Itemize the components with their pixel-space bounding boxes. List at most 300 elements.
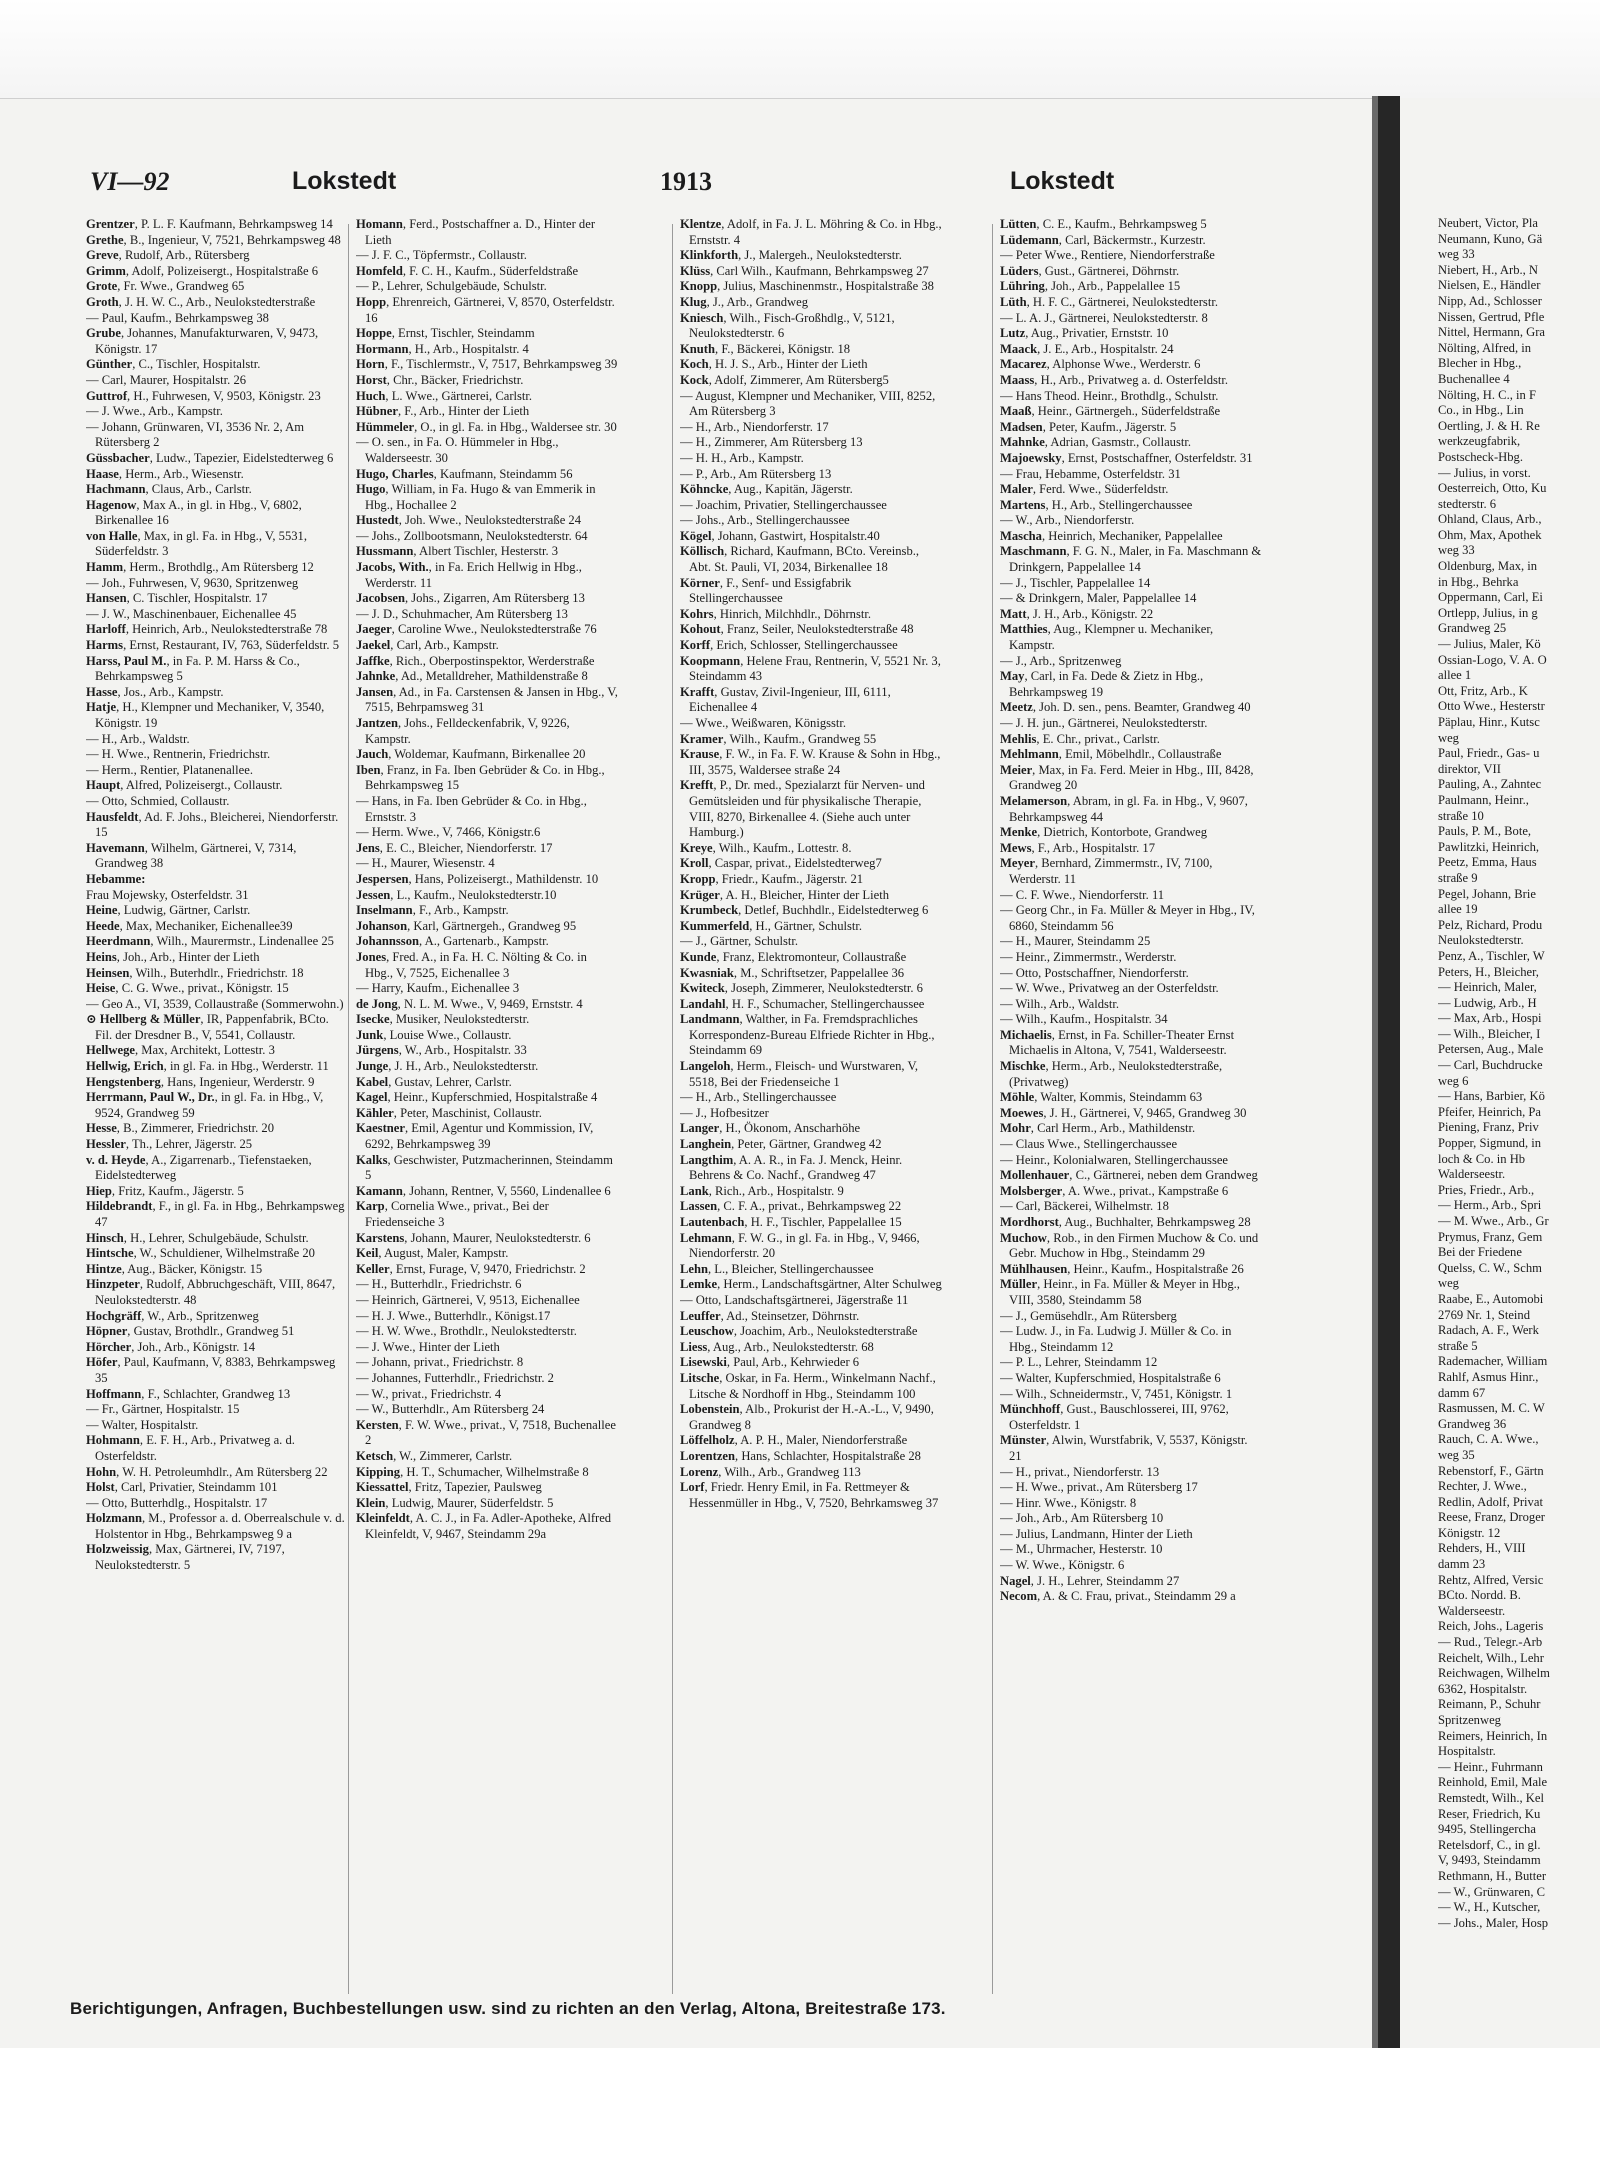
directory-entry: Isecke, Musiker, Neulokstedterstr.	[356, 1012, 530, 1027]
entry-name: Necom	[1000, 1589, 1038, 1604]
entry-name: Kniesch	[680, 310, 724, 325]
directory-entry: Jürgens, W., Arb., Hospitalstr. 33	[356, 1043, 527, 1058]
directory-entry	[356, 435, 618, 466]
directory-entry: Kamann, Johann, Rentner, V, 5560, Lindenallee 6	[356, 1183, 611, 1198]
entry-details: Oskar, in Fa. Herm., Winkelmann Nachf., Litsche & Nordhoff in Hbg., Steindamm 100	[689, 1370, 936, 1401]
directory-entry: Junk, Louise Wwe., Collaustr.	[356, 1027, 512, 1042]
entry-details: W., Arb., Hospitalstr. 33	[404, 1043, 527, 1058]
entry-name: Hoppe	[356, 326, 392, 341]
entry-details: — Walter, Kupferschmied, Hospitalstraße 6	[1000, 1370, 1221, 1385]
directory-entry	[1000, 1511, 1262, 1527]
entry-name: Maack	[1000, 341, 1038, 356]
adjacent-line: — Wilh., Bleicher, I	[1438, 1026, 1541, 1041]
directory-entry	[1000, 1137, 1262, 1153]
entry-details: Wilh., Kaufm., Lottestr. 8.	[718, 840, 852, 855]
directory-entry: Mischke, Herm., Arb., Neulokstedterstraße, (Privatweg)	[1000, 1059, 1223, 1089]
directory-entry: v. d. Heyde, A., Zigarrenarb., Tiefenstaeken, Eidelstedterweg	[86, 1152, 312, 1183]
entry-details: Louise Wwe., Collaustr.	[389, 1027, 512, 1042]
directory-entry	[86, 747, 348, 763]
directory-entry	[680, 451, 942, 467]
directory-entry: Keller, Ernst, Furage, V, 9470, Friedrichstr. 2	[356, 1261, 586, 1276]
directory-entry	[1000, 1309, 1262, 1325]
entry-details: Hans, Schlachter, Hospitalstraße 28	[741, 1448, 921, 1463]
entry-details: Heinr., Gärtnergeh., Süderfeldstraße	[1037, 404, 1221, 419]
entry-details: Geschwister, Putzmacherinnen, Steindamm 5	[365, 1152, 613, 1183]
entry-details: Johann, Gastwirt, Hospitalstr.40	[717, 528, 880, 543]
entry-details: — H. Wwe., Rentnerin, Friedrichstr.	[86, 747, 271, 762]
directory-entry	[356, 279, 618, 295]
directory-entry: Karp, Cornelia Wwe., privat., Bei der Friedenseiche 3	[356, 1199, 549, 1229]
directory-entry: Mehlis, E. Chr., privat., Carlstr.	[1000, 731, 1160, 746]
entry-details: Heinr., in Fa. Müller & Meyer in Hbg., VIII, 3580, Steindamm 58	[1009, 1277, 1240, 1307]
directory-entry: Grethe, B., Ingenieur, V, 7521, Behrkampsweg 48	[86, 232, 341, 247]
directory-entry	[356, 1371, 618, 1387]
directory-entry	[1000, 903, 1262, 934]
directory-entry: Jens, E. C., Bleicher, Niendorferstr. 17	[356, 840, 553, 855]
adjacent-line: V, 9493, Steindamm	[1438, 1853, 1541, 1868]
directory-entry: Jacobsen, Johs., Zigarren, Am Rütersberg 13	[356, 591, 585, 606]
directory-entry: Hohmann, E. F. H., Arb., Privatweg a. d. Osterfeldstr.	[86, 1433, 295, 1463]
entry-name: Jaffke	[356, 653, 390, 668]
directory-entry: Hausfeldt, Ad. F. Johs., Bleicherei, Niendorferstr. 15	[86, 809, 339, 840]
adjacent-line: Ott, Fritz, Arb., K	[1438, 683, 1528, 698]
entry-name: Hochgräff	[86, 1308, 142, 1323]
directory-entry: Hugo, Charles, Kaufmann, Steindamm 56	[356, 466, 573, 481]
directory-entry: Lorenz, Wilh., Arb., Grandweg 113	[680, 1464, 861, 1479]
directory-entry: Lüth, H. F. C., Gärtnerei, Neulokstedterstr.	[1000, 294, 1218, 309]
directory-entry: Harss, Paul M., in Fa. P. M. Harss & Co., Behrkampsweg 5	[86, 653, 300, 684]
adjacent-line: — Julius, in vorst.	[1438, 465, 1531, 480]
directory-entry: Löffelholz, A. P. H., Maler, Niendorferstraße	[680, 1433, 908, 1448]
directory-entry	[680, 1293, 942, 1309]
directory-entry: Kniesch, Wilh., Fisch-Großhdlg., V, 5121, Neulokstedterstr. 6	[680, 310, 895, 341]
directory-entry: Lassen, C. F. A., privat., Behrkampsweg 22	[680, 1199, 902, 1214]
entry-name: Heise	[86, 981, 116, 996]
entry-name: v. d. Heyde	[86, 1152, 146, 1167]
adjacent-line: Oertling, J. & H. Re	[1438, 418, 1540, 433]
adjacent-line: damm 23	[1438, 1557, 1486, 1572]
entry-details: Herm., Brothdlg., Am Rütersberg 12	[129, 560, 314, 575]
entry-details: Carl, Bäckermstr., Kurzestr.	[1065, 232, 1206, 247]
adjacent-line: Rehtz, Alfred, Versic	[1438, 1572, 1544, 1587]
entry-name: Grube	[86, 326, 121, 341]
entry-details: P., Dr. med., Spezialarzt für Nerven- und Gemütsleiden und für physikalische Therapie, VIII, 8270, Birkenallee 4. (Siehe auch unter Hamburg.)	[689, 778, 925, 840]
entry-details: Aug., Arb., Neulokstedterstr. 68	[712, 1339, 874, 1354]
entry-name: Kabel	[356, 1074, 389, 1089]
entry-details: IR, Pappenfabrik, BCto. Fil. der Dresdner B., V, 5541, Collaustr.	[95, 1012, 329, 1042]
year-heading: 1913	[660, 167, 712, 196]
directory-entry: Johannsson, A., Gartenarb., Kampstr.	[356, 934, 549, 949]
entry-details: in Fa. P. M. Harss & Co., Behrkampsweg 5	[95, 653, 300, 684]
directory-entry: Hopp, Ehrenreich, Gärtnerei, V, 8570, Osterfeldstr. 16	[356, 294, 615, 325]
directory-entry: Jones, Fred. A., in Fa. H. C. Nölting & Co. in Hbg., V, 7525, Eichenallee 3	[356, 949, 587, 980]
directory-entry	[1000, 389, 1262, 405]
directory-entry: Müller, Heinr., in Fa. Müller & Meyer in Hbg., VIII, 3580, Steindamm 58	[1000, 1277, 1240, 1307]
entry-name: Günther	[86, 357, 133, 372]
adjacent-line: Ohm, Max, Apothek	[1438, 527, 1542, 542]
entry-name: Krafft	[680, 684, 715, 699]
directory-entry	[86, 794, 348, 810]
entry-name: Jansen	[356, 684, 394, 699]
entry-details: — J., Gärtner, Schulstr.	[680, 934, 799, 949]
directory-entry: Litsche, Oskar, in Fa. Herm., Winkelmann Nachf., Litsche & Nordhoff in Hbg., Steindamm 100	[680, 1370, 936, 1401]
entry-name: Grethe	[86, 232, 124, 247]
entry-details: Friedr., Kaufm., Jägerstr. 21	[721, 871, 864, 886]
entry-details: — J., Gemüsehdlr., Am Rütersberg	[1000, 1308, 1177, 1323]
entry-details: Aug., Privatier, Ernststr. 10	[1030, 326, 1169, 341]
adjacent-line: Pries, Friedr., Arb.,	[1438, 1182, 1535, 1197]
entry-details: J. H., Gärtnerei, V, 9465, Grandweg 30	[1049, 1105, 1247, 1120]
entry-details: C., Gärtnerei, neben dem Grandweg	[1075, 1168, 1258, 1183]
entry-details: F. G. N., Maler, in Fa. Maschmann & Drinkgern, Pappelallee 14	[1009, 544, 1262, 575]
entry-name: Heede	[86, 918, 120, 933]
directory-entry: Kwiteck, Joseph, Zimmerer, Neulokstedterstr. 6	[680, 981, 923, 996]
entry-name: Heine	[86, 903, 118, 918]
entry-details: — Otto, Schmied, Collaustr.	[86, 793, 230, 808]
adjacent-line: 2769 Nr. 1, Steind	[1438, 1307, 1531, 1322]
entry-details: Heinrich, Arb., Neulokstedterstraße 78	[132, 622, 328, 637]
directory-entry: Lüders, Gust., Gärtnerei, Döhrnstr.	[1000, 263, 1180, 278]
entry-name: Mascha	[1000, 528, 1042, 543]
directory-entry	[356, 1387, 618, 1403]
entry-name: Holst	[86, 1480, 115, 1495]
entry-name: Litsche	[680, 1370, 720, 1385]
directory-entry	[1000, 716, 1262, 732]
entry-name: Meier	[1000, 762, 1033, 777]
directory-entry	[86, 997, 348, 1013]
entry-details: — Johs., Arb., Stellingerchaussee	[680, 513, 850, 528]
entry-name: Klinkforth	[680, 248, 739, 263]
adjacent-line: Rasmussen, M. C. W	[1438, 1401, 1545, 1416]
entry-details: Aug., Buchhalter, Behrkampsweg 28	[1064, 1215, 1251, 1229]
directory-entry	[1000, 1558, 1262, 1574]
entry-details: — Carl, Bäckerei, Wilhelmstr. 18	[1000, 1199, 1169, 1214]
directory-entry: Havemann, Wilhelm, Gärtnerei, V, 7314, Grandweg 38	[86, 840, 297, 871]
directory-entry: Hildebrandt, F., in gl. Fa. in Hbg., Behrkampsweg 47	[86, 1199, 345, 1229]
directory-entry: Kwasniak, M., Schriftsetzer, Pappelallee 36	[680, 965, 905, 980]
entry-details: H. F. C., Gärtnerei, Neulokstedterstr.	[1032, 294, 1218, 309]
directory-entry: Hesse, B., Zimmerer, Friedrichstr. 20	[86, 1121, 275, 1136]
adjacent-line: Reimann, P., Schuhr	[1438, 1697, 1541, 1712]
adjacent-line: Päplau, Hinr., Kutsc	[1438, 715, 1540, 729]
directory-entry: Mehlmann, Emil, Möbelhdlr., Collaustraße	[1000, 747, 1222, 762]
directory-entry: Knopp, Julius, Maschinenmstr., Hospitalstraße 38	[680, 279, 934, 294]
directory-entry: Haupt, Alfred, Polizeisergt., Collaustr.	[86, 778, 283, 793]
entry-details: Rudolf, Abbruchgeschäft, VIII, 8647, Neulokstedterstr. 48	[95, 1277, 336, 1307]
directory-entry: Hiep, Fritz, Kaufm., Jägerstr. 5	[86, 1183, 244, 1198]
entry-details: H. F., Schumacher, Stellingerchaussee	[731, 996, 925, 1011]
entry-name: Meetz	[1000, 700, 1033, 715]
directory-entry: Homann, Ferd., Postschaffner a. D., Hinter der Lieth	[356, 217, 596, 247]
entry-details: Joh., Arb., Pappelallee 15	[1051, 279, 1181, 294]
entry-details: W., Arb., Spritzenweg	[147, 1308, 259, 1323]
entry-name: Höpner	[86, 1324, 128, 1339]
adjacent-line: Pelz, Richard, Produ	[1438, 917, 1543, 932]
entry-name: Mischke	[1000, 1059, 1046, 1074]
adjacent-line: Oldenburg, Max, in	[1438, 559, 1538, 574]
directory-entry: Heinsen, Wilh., Buterhdlr., Friedrichstr. 18	[86, 965, 304, 980]
directory-entry: Maass, H., Arb., Privatweg a. d. Osterfeldstr.	[1000, 372, 1229, 387]
directory-entry: Langeloh, Herm., Fleisch- und Wurstwaren, V, 5518, Bei der Friedenseiche 1	[680, 1059, 919, 1089]
directory-entry: Hochgräff, W., Arb., Spritzenweg	[86, 1308, 259, 1323]
entry-details: — & Drinkgern, Maler, Pappelallee 14	[1000, 591, 1197, 606]
entry-name: Horn	[356, 357, 385, 372]
directory-entry: Muchow, Rob., in den Firmen Muchow & Co. und Gebr. Muchow in Hbg., Steindamm 29	[1000, 1230, 1259, 1261]
entry-details: Claus, Arb., Carlstr.	[151, 482, 252, 497]
directory-entry	[680, 420, 942, 436]
entry-details: Fritz, Tapezier, Paulsweg	[414, 1480, 542, 1495]
adjacent-line: Co., in Hbg., Lin	[1438, 403, 1524, 418]
entry-name: Huch	[356, 388, 386, 403]
adjacent-line: Blecher in Hbg.,	[1438, 356, 1522, 371]
entry-name: Lüders	[1000, 263, 1039, 278]
entry-name: Johannsson	[356, 934, 420, 949]
directory-entry	[1000, 591, 1262, 607]
adjacent-line: weg 6	[1438, 1073, 1469, 1088]
entry-details: L. Wwe., Gärtnerei, Carlstr.	[391, 388, 533, 403]
directory-entry	[86, 888, 348, 904]
adjacent-line: Pauls, P. M., Bote,	[1438, 824, 1532, 839]
entry-name: Mohr	[1000, 1121, 1031, 1136]
column-2	[356, 217, 618, 1997]
entry-details: Joh., Arb., Hinter der Lieth	[123, 949, 260, 964]
directory-entry: Koch, H. J. S., Arb., Hinter der Lieth	[680, 357, 868, 372]
entry-name: Klug	[680, 294, 707, 309]
entry-details: Peter, Kaufm., Jägerstr. 5	[1048, 419, 1177, 434]
directory-entry	[356, 1293, 618, 1309]
entry-details: — C. F. Wwe., Niendorferstr. 11	[1000, 887, 1165, 902]
entry-name: Möhle	[1000, 1090, 1035, 1105]
directory-entry: Junge, J. H., Arb., Neulokstedterstr.	[356, 1059, 539, 1074]
directory-entry: Menke, Dietrich, Kontorbote, Grandweg	[1000, 825, 1208, 840]
entry-name: Koopmann	[680, 653, 741, 668]
directory-entry: Karstens, Johann, Maurer, Neulokstedterstr. 6	[356, 1230, 591, 1245]
directory-entry: Kummerfeld, H., Gärtner, Schulstr.	[680, 918, 863, 933]
adjacent-line: Grandweg 25	[1438, 621, 1507, 636]
entry-details: H., Arb., Privatweg a. d. Osterfeldstr.	[1040, 372, 1229, 387]
entry-details: — J. Wwe., Arb., Kampstr.	[86, 404, 223, 419]
directory-entry: Höpner, Gustav, Brothdlr., Grandweg 51	[86, 1324, 295, 1339]
adjacent-line: Grandweg 36	[1438, 1416, 1507, 1431]
entry-details: Joseph, Zimmerer, Neulokstedterstr. 6	[731, 981, 923, 996]
entry-name: Lank	[680, 1183, 709, 1198]
adjacent-line: Spritzenweg	[1438, 1713, 1501, 1727]
directory-entry: Mollenhauer, C., Gärtnerei, neben dem Grandweg	[1000, 1168, 1258, 1183]
adjacent-line: Pegel, Johann, Brie	[1438, 886, 1536, 901]
entry-name: Kögel	[680, 528, 712, 543]
entry-details: F. W., in Fa. F. W. Krause & Sohn in Hbg., III, 3575, Waldersee straße 24	[689, 747, 941, 777]
entry-details: Carl, in Fa. Dede & Zietz in Hbg., Behrkampsweg 19	[1009, 669, 1204, 699]
directory-entry: Meier, Max, in Fa. Ferd. Meier in Hbg., III, 8428, Grandweg 20	[1000, 762, 1254, 793]
directory-entry: Mohr, Carl Herm., Arb., Mathildenstr.	[1000, 1121, 1196, 1136]
entry-name: Höfer	[86, 1355, 118, 1370]
entry-name: Knuth	[680, 341, 716, 356]
directory-entry: Hinsch, H., Lehrer, Schulgebäude, Schulstr.	[86, 1230, 309, 1245]
adjacent-page-column	[1438, 216, 1600, 1996]
entry-details: L., Kaufm., Neulokstedterstr.10	[396, 887, 557, 902]
entry-details: in gl. Fa. in Hbg., V, 9524, Grandweg 59	[95, 1090, 324, 1120]
directory-entry: Hansen, C. Tischler, Hospitalstr. 17	[86, 591, 268, 606]
directory-entry: Klentze, Adolf, in Fa. J. L. Möhring & Co. in Hbg., Ernststr. 4	[680, 217, 942, 247]
entry-name: Michaelis	[1000, 1027, 1052, 1042]
directory-entry: Lorentzen, Hans, Schlachter, Hospitalstraße 28	[680, 1448, 921, 1463]
directory-entry: Leuschow, Joachim, Arb., Neulokstedterstraße	[680, 1324, 918, 1339]
entry-details: — P., Lehrer, Schulgebäude, Schulstr.	[356, 279, 547, 294]
entry-name: Holzmann	[86, 1511, 142, 1526]
entry-details: — J., Hofbesitzer	[680, 1105, 769, 1120]
adjacent-line: Retelsdorf, C., in gl.	[1438, 1837, 1541, 1852]
entry-details: J. E., Arb., Hospitalstr. 24	[1043, 341, 1174, 356]
entry-name: Krüger	[680, 887, 720, 902]
adjacent-line: Reinhold, Emil, Male	[1438, 1775, 1548, 1790]
directory-entry: Mahnke, Adrian, Gasmstr., Collaustr.	[1000, 435, 1192, 450]
entry-details: Gust., Gärtnerei, Döhrnstr.	[1044, 263, 1180, 278]
directory-entry: Maack, J. E., Arb., Hospitalstr. 24	[1000, 341, 1174, 356]
entry-name: Holzweissig	[86, 1542, 149, 1557]
entry-details: Aug., Bäcker, Königstr. 15	[127, 1261, 263, 1276]
adjacent-line: Oesterreich, Otto, Ku	[1438, 481, 1547, 496]
directory-entry: Harloff, Heinrich, Arb., Neulokstedterstraße 78	[86, 622, 328, 637]
adjacent-line: — Johs., Maler, Hosp	[1438, 1915, 1549, 1930]
entry-name: Lehn	[680, 1261, 708, 1276]
directory-entry: Lobenstein, Alb., Prokurist der H.-A.-L., V, 9490, Grandweg 8	[680, 1402, 934, 1432]
directory-entry: von Halle, Max, in gl. Fa. in Hbg., V, 5531, Süderfeldstr. 3	[86, 528, 307, 559]
adjacent-line: weg 33	[1438, 543, 1475, 558]
entry-details: H. F., Tischler, Pappelallee 15	[750, 1215, 902, 1229]
directory-entry: Hachmann, Claus, Arb., Carlstr.	[86, 482, 252, 497]
entry-name: Isecke	[356, 1012, 390, 1027]
entry-name: Maler	[1000, 482, 1033, 497]
directory-entry: Hohn, W. H. Petroleumhdlr., Am Rütersberg 22	[86, 1464, 328, 1479]
entry-details: — H., Arb., Waldstr.	[86, 731, 190, 746]
entry-details: W., Schuldiener, Wilhelmstraße 20	[139, 1246, 315, 1261]
entry-details: C. G. Wwe., privat., Königstr. 15	[121, 981, 289, 996]
entry-details: Adolf, in Fa. J. L. Möhring & Co. in Hbg., Ernststr. 4	[689, 217, 942, 247]
entry-details: H., Klempner und Mechaniker, V, 3540, Königstr. 19	[95, 700, 325, 730]
adjacent-line: — Heinr., Fuhrmann	[1438, 1759, 1543, 1774]
entry-details: Detlef, Buchhdlr., Eidelstedterweg 6	[744, 903, 929, 918]
adjacent-line: Ortlepp, Julius, in g	[1438, 605, 1538, 620]
entry-name: Junge	[356, 1059, 389, 1074]
entry-name: Heerdmann	[86, 934, 151, 949]
directory-entry: Kroll, Caspar, privat., Eidelstedterweg7	[680, 856, 882, 871]
entry-details: Adolf, Zimmerer, Am Rütersberg5	[714, 372, 889, 387]
entry-details: Franz, Elektromonteur, Collaustraße	[722, 949, 907, 964]
entry-details: Fritz, Kaufm., Jägerstr. 5	[118, 1183, 244, 1198]
directory-entry: Jaffke, Rich., Oberpostinspektor, Werderstraße	[356, 653, 595, 668]
directory-entry: Kögel, Johann, Gastwirt, Hospitalstr.40	[680, 528, 880, 543]
directory-entry: Kersten, F. W. Wwe., privat., V, 7518, Buchenallee 2	[356, 1417, 616, 1448]
directory-entry: Krumbeck, Detlef, Buchhdlr., Eidelstedterweg 6	[680, 903, 929, 918]
entry-name: Hatje	[86, 700, 117, 715]
directory-entry	[86, 732, 348, 748]
entry-name: Groth	[86, 294, 119, 309]
directory-entry	[680, 389, 942, 420]
entry-details: Hans, Ingenieur, Werderstr. 9	[167, 1074, 315, 1089]
entry-details: Johannes, Manufakturwaren, V, 9473, Königstr. 17	[95, 326, 319, 356]
entry-details: Rudolf, Arb., Rütersberg	[124, 248, 250, 263]
entry-details: J. H. W. C., Arb., Neulokstedterstraße	[124, 294, 316, 309]
entry-name: Kamann	[356, 1183, 403, 1198]
entry-details: Johann, Maurer, Neulokstedterstr. 6	[410, 1230, 591, 1245]
adjacent-line: — Herm., Arb., Spri	[1438, 1198, 1542, 1213]
directory-entry: Matthies, Aug., Klempner u. Mechaniker, Kampstr.	[1000, 622, 1214, 653]
entry-name: Güssbacher	[86, 450, 150, 465]
entry-name: Kipping	[356, 1464, 401, 1479]
adjacent-line: allee 1	[1438, 668, 1472, 683]
directory-entry	[86, 311, 348, 327]
entry-name: Hümmeler	[356, 419, 415, 434]
directory-entry	[680, 467, 942, 483]
directory-entry: Hessler, Th., Lehrer, Jägerstr. 25	[86, 1137, 253, 1152]
entry-details: Max, Architekt, Lottestr. 3	[141, 1043, 275, 1058]
entry-details: Johann, Rentner, V, 5560, Lindenallee 6	[409, 1183, 611, 1198]
directory-entry: Langer, H., Ökonom, Anscharhöhe	[680, 1121, 861, 1136]
directory-entry: Lutz, Aug., Privatier, Ernststr. 10	[1000, 326, 1169, 341]
entry-details: — Julius, Landmann, Hinter der Lieth	[1000, 1526, 1193, 1541]
directory-entry	[680, 498, 942, 514]
entry-details: C., Tischler, Hospitalstr.	[138, 357, 261, 372]
directory-entry: Herrmann, Paul W., Dr., in gl. Fa. in Hbg., V, 9524, Grandweg 59	[86, 1090, 324, 1120]
entry-details: Ernst, Restaurant, IV, 763, Süderfeldstr. 5	[129, 638, 340, 653]
directory-entry	[86, 404, 348, 420]
adjacent-line: 6362, Hospitalstr.	[1438, 1681, 1528, 1696]
entry-details: — J., Tischler, Pappelallee 14	[1000, 575, 1151, 590]
adjacent-line: — W., H., Kutscher,	[1438, 1900, 1541, 1915]
entry-details: August, Maler, Kampstr.	[384, 1246, 509, 1261]
entry-details: — J. W., Maschinenbauer, Eichenallee 45	[86, 606, 297, 621]
entry-details: Abram, in gl. Fa. in Hbg., V, 9607, Behrkampsweg 44	[1009, 793, 1248, 824]
directory-entry: Güssbacher, Ludw., Tapezier, Eidelstedterweg 6	[86, 450, 334, 465]
entry-details: B., Zimmerer, Friedrichstr. 20	[123, 1121, 275, 1136]
entry-name: Moewes	[1000, 1105, 1044, 1120]
directory-entry: Kock, Adolf, Zimmerer, Am Rütersberg5	[680, 372, 889, 387]
entry-name: Korff	[680, 638, 711, 653]
directory-entry: Moewes, J. H., Gärtnerei, V, 9465, Grandweg 30	[1000, 1105, 1247, 1120]
entry-name: Matthies	[1000, 622, 1048, 637]
directory-entry: Holst, Carl, Privatier, Steindamm 101	[86, 1480, 278, 1495]
entry-details: — Herm., Rentier, Platanenallee.	[86, 762, 254, 777]
entry-details: Ernst, Tischler, Steindamm	[398, 326, 535, 341]
directory-entry: Keil, August, Maler, Kampstr.	[356, 1246, 509, 1261]
adjacent-line: Walderseestr.	[1438, 1603, 1506, 1618]
entry-details: — J. H. jun., Gärtnerei, Neulokstedterstr.	[1000, 716, 1208, 730]
directory-entry: Mascha, Heinrich, Mechaniker, Pappelallee	[1000, 528, 1223, 543]
directory-entry: Madsen, Peter, Kaufm., Jägerstr. 5	[1000, 419, 1177, 434]
directory-entry: Homfeld, F. C. H., Kaufm., Süderfeldstraße	[356, 263, 579, 278]
entry-details: Erich, Schlosser, Stellingerchaussee	[716, 638, 898, 653]
directory-entry: Jahnke, Ad., Metalldreher, Mathildenstraße 8	[356, 669, 588, 684]
adjacent-line: Reser, Friedrich, Ku	[1438, 1806, 1541, 1821]
entry-details: Carl, Arb., Kampstr.	[396, 638, 499, 653]
entry-name: Hasse	[86, 684, 118, 699]
entry-details: Bernhard, Zimmermstr., IV, 7100, Werderstr. 11	[1009, 856, 1213, 886]
entry-name: Hoffmann	[86, 1386, 142, 1401]
directory-entry: Horst, Chr., Bäcker, Friedrichstr.	[356, 372, 524, 387]
entry-name: Hugo, Charles	[356, 466, 434, 481]
directory-entry: Köllisch, Richard, Kaufmann, BCto. Vereinsb., Abt. St. Pauli, VI, 2034, Birkenallee 18	[680, 544, 920, 575]
entry-details: Ehrenreich, Gärtnerei, V, 8570, Osterfeldstr. 16	[365, 294, 615, 325]
entry-name: Kersten	[356, 1417, 399, 1432]
entry-details: Max, Mechaniker, Eichenallee39	[125, 918, 293, 933]
entry-details: — Fr., Gärtner, Hospitalstr. 15	[86, 1402, 240, 1417]
entry-name: Matt	[1000, 606, 1027, 621]
entry-details: Aug., Kapitän, Jägerstr.	[733, 482, 853, 497]
entry-name: Kohout	[680, 622, 721, 637]
directory-entry: Kiessattel, Fritz, Tapezier, Paulsweg	[356, 1480, 542, 1495]
entry-details: — Hans, in Fa. Iben Gebrüder & Co. in Hbg., Ernststr. 3	[356, 793, 587, 824]
directory-entry	[356, 1309, 618, 1325]
